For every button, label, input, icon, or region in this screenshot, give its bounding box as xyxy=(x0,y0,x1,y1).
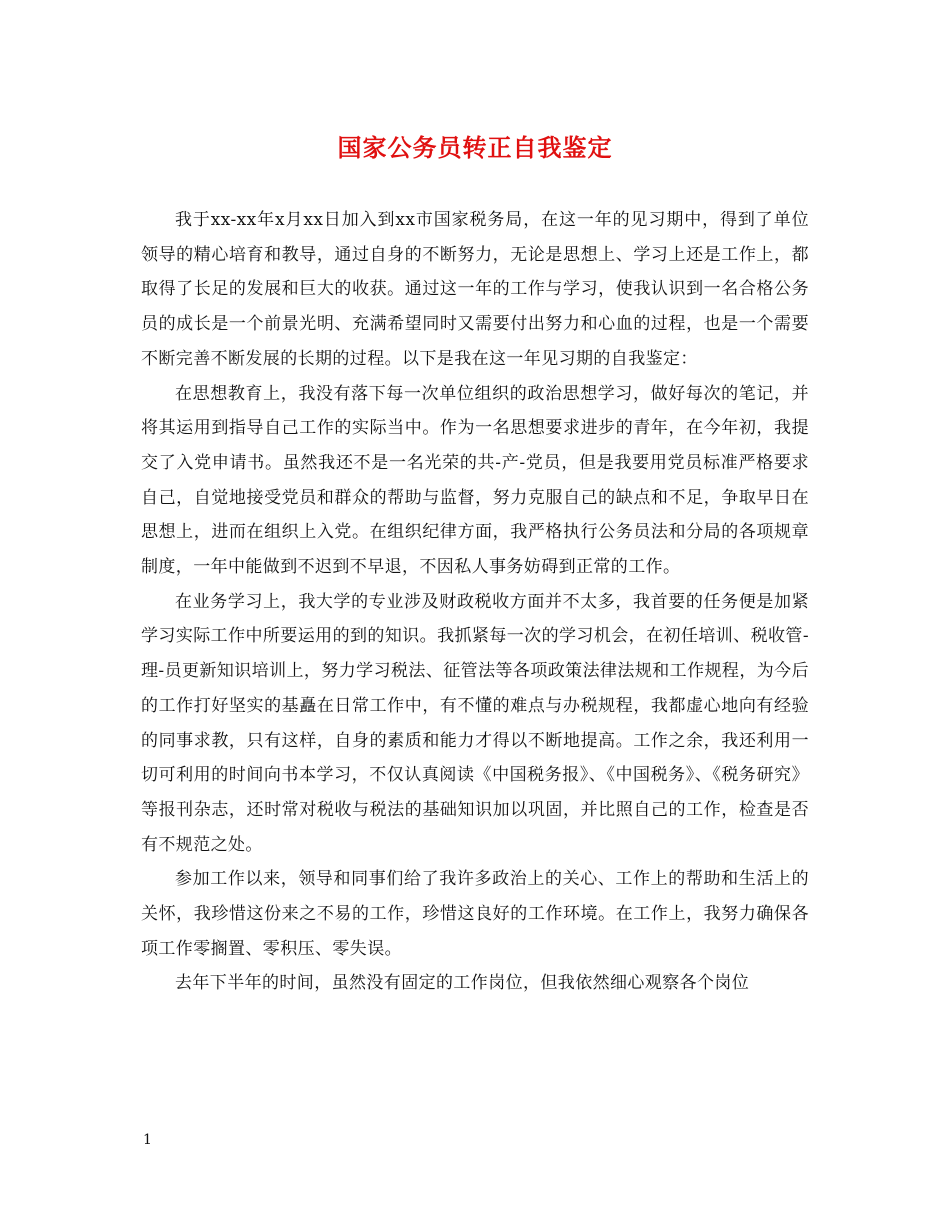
paragraph-1: 我于xx-xx年x月xx日加入到xx市国家税务局，在这一年的见习期中，得到了单位领导的精心培育和教导，通过自身的不断努力，无论是思想上、学习上还是工作上，都取得了长足的发展和巨大的收获。通过这一年的工作与学习，使我认识到一名合格公务员的成长是一个前景光明、充满希望同时又需要付出努力和心血的过程，也是一个需要不断完善不断发展的长期的过程。以下是我在这一年见习期的自我鉴定： xyxy=(141,210,809,369)
paragraph-2: 在思想教育上，我没有落下每一次单位组织的政治思想学习，做好每次的笔记，并将其运用到指导自己工作的实际当中。作为一名思想要求进步的青年，在今年初，我提交了入党申请书。虽然我还不是一名光荣的共-产-党员，但是我要用党员标准严格要求自己，自觉地接受党员和群众的帮助与监督，努力克服自己的缺点和不足，争取早日在思想上，进而在组织上入党。在组织纪律方面，我严格执行公务员法和分局的各项规章制度，一年中能做到不迟到不早退，不因私人事务妨碍到正常的工作。 xyxy=(141,383,809,578)
document-title: 国家公务员转正自我鉴定 xyxy=(337,133,613,162)
document-body xyxy=(141,203,809,1001)
page-number: 1 xyxy=(143,1132,152,1148)
paragraph-3: 在业务学习上，我大学的专业涉及财政税收方面并不太多，我首要的任务便是加紧学习实际工作中所要运用的到的知识。我抓紧每一次的学习机会，在初任培训、税收管-理-员更新知识培训上，努力学习税法、征管法等各项政策法律法规和工作规程，为今后的工作打好坚实的基矗在日常工作中，有不懂的难点与办税规程，我都虚心地向有经验的同事求教，只有这样，自身的素质和能力才得以不断地提高。工作之余，我还利用一切可利用的时间向书本学习，不仅认真阅读《中国税务报》、《中国税务》、《税务研究》等报刊杂志，还时常对税收与税法的基础知识加以巩固，并比照自己的工作，检查是否有不规范之处。 xyxy=(141,591,809,855)
paragraph-4: 参加工作以来，领导和同事们给了我许多政治上的关心、工作上的帮助和生活上的关怀，我珍惜这份来之不易的工作，珍惜这良好的工作环境。在工作上，我努力确保各项工作零搁置、零积压、零失误。 xyxy=(141,869,809,959)
paragraph-5: 去年下半年的时间，虽然没有固定的工作岗位，但我依然细心观察各个岗位 xyxy=(175,973,750,994)
